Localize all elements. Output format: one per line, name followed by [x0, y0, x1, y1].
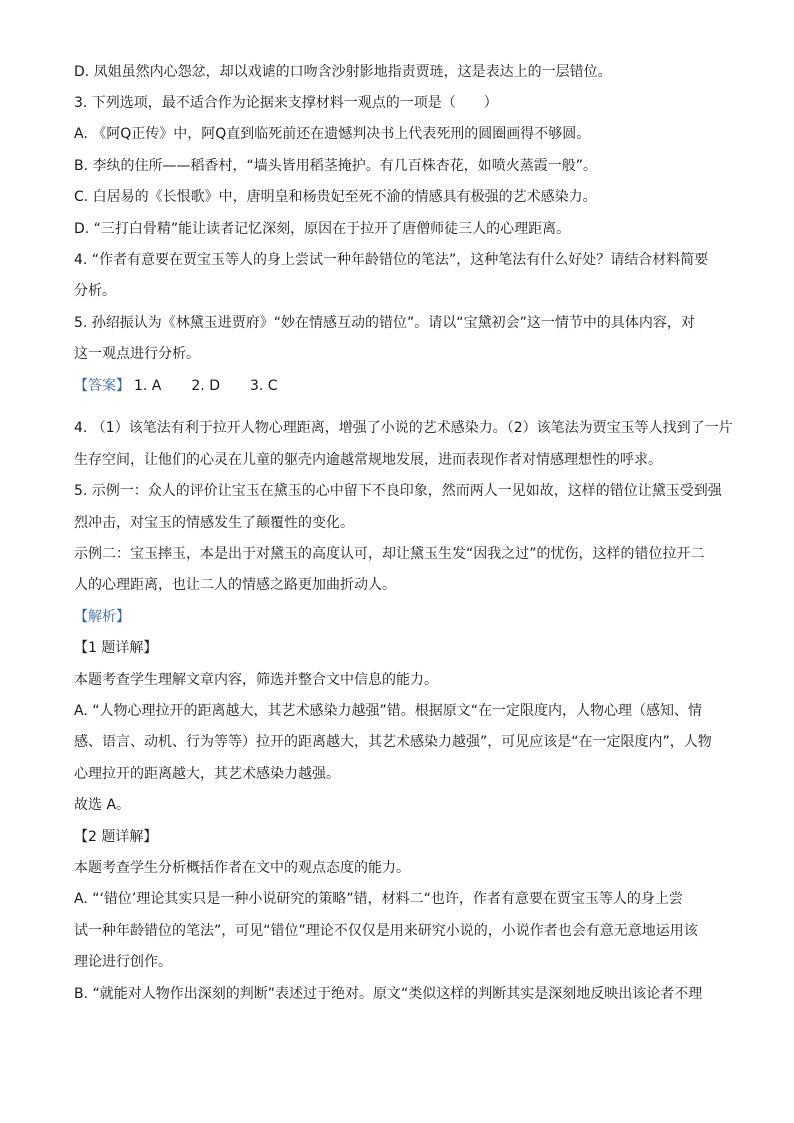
text-line: 心理拉开的距离越大，其艺术感染力越强。: [74, 766, 340, 782]
section-2-heading: 【2 题详解】: [74, 829, 158, 845]
answer-line: [74, 376, 278, 396]
answer-4-cont: 生存空间，让他们的心灵在儿童的躯壳内逾越常规地发展，进而表现作者对情感理想性的呼求。: [74, 452, 662, 468]
text-line: A. “‘错位’理论其实只是一种小说研究的策略”错，材料二“也许，作者有意要在贾宝玉等人的身上尝: [74, 891, 683, 907]
option-b: B. 李纨的住所——稻香村，“墙头皆用稻茎掩护。有几百株杏花，如喷火蒸霞一般”。: [74, 158, 598, 174]
answer-5-cont: 烈冲击，对宝玉的情感发生了颠覆性的变化。: [74, 515, 354, 531]
answer-5: 5. 示例一：众人的评价让宝玉在黛玉的心中留下不良印象，然而两人一见如故，这样的错位让黛玉受到强: [74, 483, 722, 499]
text-line: B. “就能对人物作出深刻的判断”表述过于绝对。原文“类似这样的判断其实是深刻地反映出该论者不理: [74, 986, 703, 1002]
question-4-cont: 分析。: [74, 283, 116, 299]
answer-1: 1. A: [134, 378, 162, 394]
option-a: A. 《阿Q正传》中，阿Q直到临死前还在遗憾判决书上代表死刑的圆圈画得不够圆。: [74, 126, 591, 142]
analysis-label: 【解析】: [74, 609, 130, 625]
answer-4: 4. （1）该笔法有利于拉开人物心理距离，增强了小说的艺术感染力。（2）该笔法为贾宝玉等人找到了一片: [74, 420, 733, 436]
answer-2: 2. D: [191, 378, 220, 394]
question-5-cont: 这一观点进行分析。: [74, 346, 200, 362]
text-line: 本题考查学生分析概括作者在文中的观点态度的能力。: [74, 860, 410, 876]
example-2: 示例二：宝玉摔玉，本是出于对黛玉的高度认可，却让黛玉生发“因我之过”的忧伤，这样的错位拉开二: [74, 546, 705, 562]
text-line: A. “人物心理拉开的距离越大，其艺术感染力越强”错。根据原文“在一定限度内，人物心理（感知、情: [74, 703, 702, 719]
text-line: D. 凤姐虽然内心怨忿，却以戏谑的口吻含沙射影地指责贾琏，这是表达上的一层错位。: [74, 64, 612, 80]
question-4: 4. “作者有意要在贾宝玉等人的身上尝试一种年龄错位的笔法”，这种笔法有什么好处？请结合材料简要: [74, 252, 709, 268]
question-3: 3. 下列选项，最不适合作为论据来支撑材料一观点的一项是（ ）: [74, 95, 498, 111]
text-line: 理论进行创作。: [74, 954, 172, 970]
option-c: C. 白居易的《长恨歌》中，唐明皇和杨贵妃至死不渝的情感具有极强的艺术感染力。: [74, 189, 597, 205]
text-line: 故选 A。: [74, 797, 131, 813]
text-line: 试一种年龄错位的笔法”，可见“错位”理论不仅仅是用来研究小说的，小说作者也会有意无意地运用该: [74, 923, 698, 939]
answer-label: 【答案】: [74, 378, 130, 394]
section-1-heading: 【1 题详解】: [74, 640, 158, 656]
text-line: 感、语言、动机、行为等等）拉开的距离越大，其艺术感染力越强”，可见应该是“在一定限度内”，人物: [74, 734, 712, 750]
option-d: D. “三打白骨精”能让读者记忆深刻，原因在于拉开了唐僧师徒三人的心理距离。: [74, 221, 571, 237]
answer-3: 3. C: [249, 378, 278, 394]
question-5: 5. 孙绍振认为《林黛玉进贾府》“妙在情感互动的错位”。请以“宝黛初会”这一情节中的具体内容，对: [74, 315, 695, 331]
example-2-cont: 人的心理距离，也让二人的情感之路更加曲折动人。: [74, 577, 396, 593]
text-line: 本题考查学生理解文章内容，筛选并整合文中信息的能力。: [74, 672, 438, 688]
